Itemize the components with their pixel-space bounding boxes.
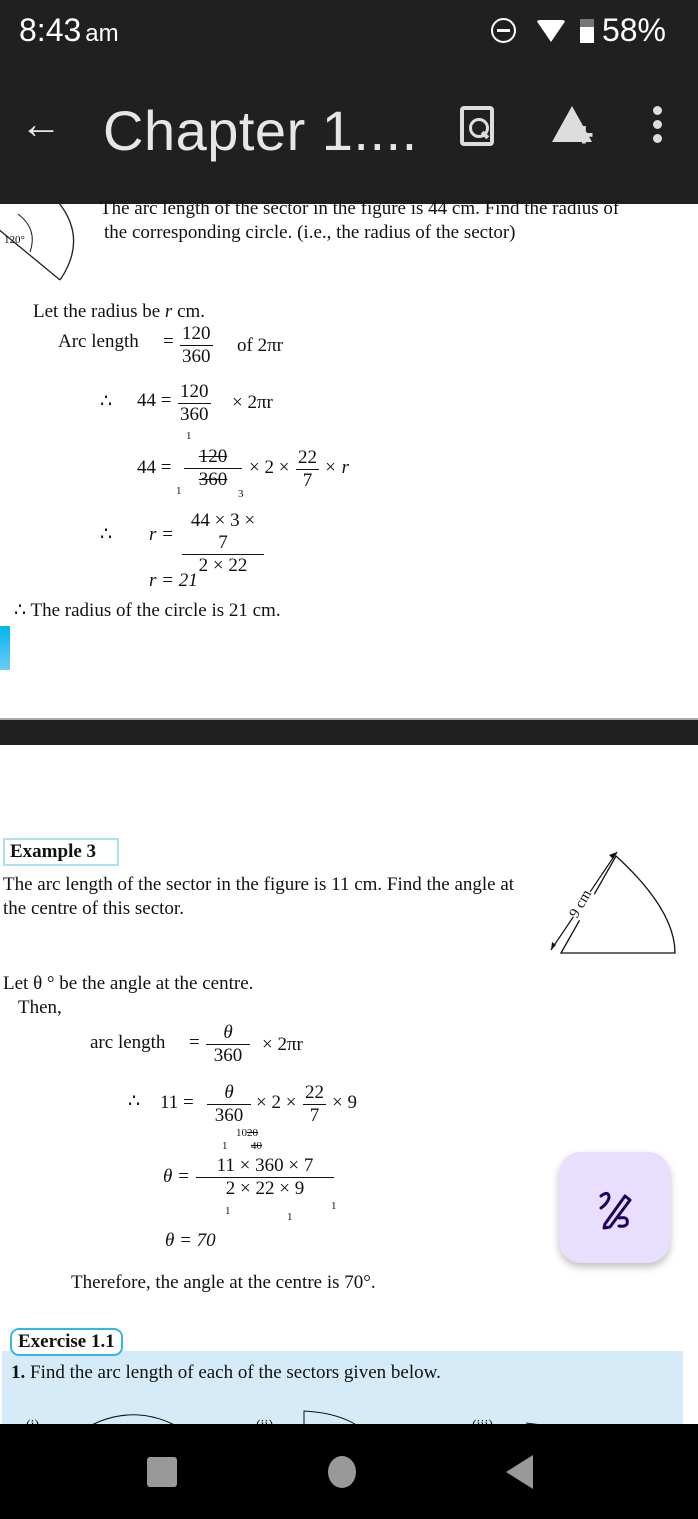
battery-icon xyxy=(580,19,594,43)
pdf-page-1[interactable] xyxy=(0,198,698,718)
cancel-mark: 1 xyxy=(331,1200,337,1212)
cancel-mark: 1 xyxy=(186,430,192,442)
battery-percent: 58% xyxy=(601,12,666,48)
plus-icon: + xyxy=(574,116,594,154)
fraction-r: $\frac{44 \times 3 \times 7}{2 \times 22}$ xyxy=(182,510,264,577)
fraction-theta: $\frac{11 \times 360 \times 7}{2 \times 22 \times 9}$ xyxy=(196,1155,334,1200)
arrow-back-icon: ← xyxy=(20,100,62,147)
back-button[interactable] xyxy=(20,100,62,147)
status-icons xyxy=(491,12,666,49)
of-2pir: of 2πr xyxy=(237,335,283,356)
add-to-drive-button[interactable] xyxy=(552,106,598,154)
clock-ampm: am xyxy=(85,20,119,47)
dot-icon xyxy=(653,120,662,129)
cancel-mark: 40 xyxy=(251,1140,262,1152)
problem-text: the centre of this sector. xyxy=(3,898,184,919)
fraction-cancelled: $\frac{120}{360}$ xyxy=(184,446,242,491)
therefore: ∴ xyxy=(100,524,113,545)
conclusion: ∴ The radius of the circle is 21 cm. xyxy=(14,600,281,621)
equals: = xyxy=(189,1032,200,1053)
times-2pir: × 2πr xyxy=(262,1034,303,1055)
times-r: × r xyxy=(324,457,349,478)
more-options-button[interactable] xyxy=(651,106,663,146)
cancel-mark: 1 xyxy=(222,1140,228,1152)
arc-label: arc length xyxy=(90,1032,166,1053)
fraction-120-360: $\frac{120}{360}$ xyxy=(180,381,209,425)
equation-lhs: θ = xyxy=(163,1166,190,1187)
conclusion: Therefore, the angle at the centre is 70°. xyxy=(71,1272,376,1293)
fraction-22-7: $\frac{22}{7}$ xyxy=(305,1082,324,1126)
equation-rhs: × 2 × xyxy=(249,457,290,478)
cancel-mark: 3 xyxy=(238,488,244,500)
exercise-label: Exercise 1.1 xyxy=(10,1328,123,1356)
equation-lhs: r = xyxy=(149,524,174,545)
let-line: Let the radius be r cm. xyxy=(33,301,206,322)
search-document-icon[interactable] xyxy=(460,106,494,146)
document-title: Chapter 1.... xyxy=(103,99,418,162)
equation-lhs: 11 = xyxy=(160,1092,194,1113)
dot-icon xyxy=(653,106,662,115)
therefore: ∴ xyxy=(128,1091,141,1112)
cancel-mark: 1 xyxy=(287,1211,293,1223)
annotate-fab[interactable] xyxy=(559,1152,670,1263)
page-gap xyxy=(0,718,698,745)
equation-rhs: × 2 × xyxy=(256,1092,297,1113)
times-9: × 9 xyxy=(332,1092,357,1113)
app-bar xyxy=(0,66,698,204)
wifi-icon xyxy=(536,20,566,42)
status-time xyxy=(19,12,119,49)
equation-lhs: 44 = xyxy=(137,457,172,478)
problem-text: The arc length of the sector in the figure is 44 cm. Find the radius of xyxy=(100,198,620,219)
status-bar xyxy=(0,0,698,66)
system-back-button[interactable] xyxy=(506,1455,533,1489)
pdf-page-2[interactable] xyxy=(0,745,698,1424)
result-theta: θ = 70 xyxy=(165,1230,216,1251)
system-nav-bar xyxy=(0,1424,698,1519)
example-label: Example 3 xyxy=(3,838,119,866)
therefore: ∴ xyxy=(100,391,113,412)
fraction-theta-360: $\frac{\theta}{360}$ xyxy=(207,1082,251,1127)
cancel-mark: 1 xyxy=(176,485,182,497)
do-not-disturb-icon xyxy=(491,18,516,43)
equation-rhs: × 2πr xyxy=(232,392,273,413)
arc-label: Arc length xyxy=(58,331,139,352)
page-marker xyxy=(0,626,10,670)
equals: = xyxy=(163,331,174,352)
angle-label: 120° xyxy=(4,234,25,246)
result-r: r = 21 xyxy=(149,570,198,591)
fraction-120-360: $\frac{120}{360}$ xyxy=(182,323,211,367)
dot-icon xyxy=(653,134,662,143)
let-line: Let θ ° be the angle at the centre. xyxy=(3,973,254,994)
cancel-mark: 1020 xyxy=(236,1127,258,1139)
clock: 8:43 xyxy=(19,12,82,48)
fraction-theta-360: $\frac{\theta}{360}$ xyxy=(206,1022,250,1067)
cancel-mark: 1 xyxy=(225,1205,231,1217)
then-text: Then, xyxy=(18,997,62,1018)
radius-label: 9 cm xyxy=(564,886,598,923)
equation-lhs: 44 = xyxy=(137,390,172,411)
home-button[interactable] xyxy=(328,1456,356,1488)
problem-text: the corresponding circle. (i.e., the radius of the sector) xyxy=(104,222,516,243)
handwriting-pen-icon xyxy=(595,1188,635,1228)
recents-button[interactable] xyxy=(147,1457,177,1487)
exercise-question: 1. Find the arc length of each of the sectors given below. xyxy=(11,1362,441,1383)
fraction-22-7: $\frac{22}{7}$ xyxy=(298,447,317,491)
problem-text: The arc length of the sector in the figure is 11 cm. Find the angle at xyxy=(3,874,515,895)
